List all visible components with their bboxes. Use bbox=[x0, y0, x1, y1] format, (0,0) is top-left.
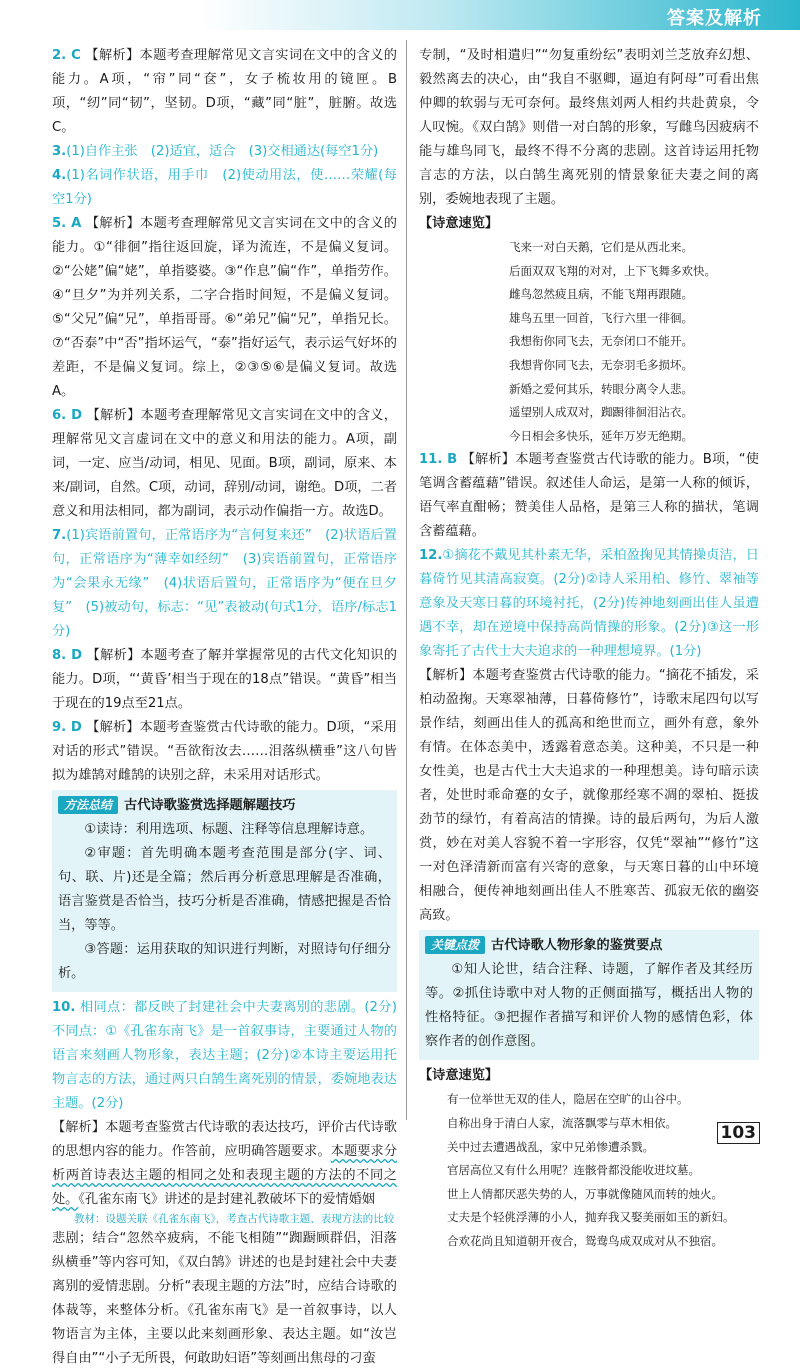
poem-line: 官居高位又有什么用呢？连骸骨都没能收进坟墓。 bbox=[447, 1163, 700, 1178]
answer-7: 7.(1)宾语前置句，正常语序为“言何复来还” (2)状语后置句，正常语序为“薄幸如经纫” (3)宾语前置句，正常语序为“会果永无缘” (4)状语后置句，正常语序为“便在旦夕复” (5)被动句，标志：“见”表被动(句式1分，语序/标志1分) bbox=[52, 528, 397, 639]
answer-10-continued: 专制，“及时相遣归”“勿复重纷纭”表明刘兰芝放弃幻想、毅然离去的决心，由“我自不驱卿，逼迫有阿母”可看出焦仲卿的软弱与无可奈何。最终焦刘两人相约共赴黄泉，令人叹惋。《双白鹄》则借一对白鹄的形象，写雌鸟因疲病不能与雄鸟同飞，最终不得不分离的悲剧。这首诗运用托物言志的方法，以白鹄生离死别的情景象征夫妻之间的离别，委婉地表现了主题。 bbox=[419, 48, 759, 207]
key-point-badge: 关键点拨 bbox=[425, 936, 485, 954]
poem-overview-label-1: 【诗意速览】 bbox=[419, 216, 499, 231]
poem-translation-1 bbox=[419, 236, 759, 448]
answer-2: 2. C 【解析】本题考查理解常见文言实词在文中的含义的能力。A项，“帘”同“奁”，女子梳妆用的镜匣。B项，“纫”同“韧”，坚韧。D项，“藏”同“脏”，脏腑。故选C。 bbox=[52, 48, 397, 135]
right-column bbox=[419, 44, 759, 1254]
answer-11: 11. B 【解析】本题考查鉴赏古代诗歌的能力。B项，“使笔调含蓄蕴藉”错误。叙述佳人命运，是第一人称的倾诉，语气率直酣畅；赞美佳人品格，是第三人称的描状，笔调含蓄蕴藉。 bbox=[419, 452, 759, 540]
method-summary-heading: 方法总结 古代诗歌鉴赏选择题解题技巧 bbox=[58, 794, 391, 818]
key-point-text: ①知人论世，结合注释、诗题，了解作者及其经历等。②抓住诗歌中对人物的正侧面描写，概括出人物的性格特征。③把握作者描写和评价人物的感情色彩，体察作者的创作意图。 bbox=[425, 962, 753, 1050]
answer-6: 6. D 【解析】本题考查理解常见文言实词在文中的含义，理解常见文言虚词在文中的意义和用法的能力。A项，副词，一定、应当/动词，相见、见面。B项，副词，原来、本来/副词，自然。C项，动词，辞别/动词，谢绝。D项，二者意义和用法相同，都为副词，表示动作偏指一方。故选D。 bbox=[52, 408, 397, 519]
method-summary-box bbox=[52, 790, 397, 992]
poem-line: 飞来一对白天鹅，它们是从西北来。 bbox=[509, 240, 693, 254]
textbook-tip: 教材：设题关联《孔雀东南飞》，考查古代诗歌主题、表现方法的比较 bbox=[74, 1213, 395, 1225]
left-column bbox=[52, 44, 411, 1371]
answer-12-analysis: 【解析】本题考查鉴赏古代诗歌的能力。“摘花不插发，采柏动盈掬。天寒翠袖薄，日暮倚修竹”，诗歌末尾四句以写景作结，刻画出佳人的孤高和绝世而立，画外有意，象外有情。在体态美中，透露着意态美。这种美，不只是一种女性美，也是古代士大夫追求的一种理想美。诗句暗示读者，处世时乖命蹇的女子，就像那经寒不凋的翠柏、挺拔劲节的绿竹，有着高洁的情操。诗的最后两句，为后人激赏，妙在对美人容貌不着一字形容，仅凭“翠袖”“修竹”这一对色泽清新而富有兴寄的意象，与天寒日暮的山中环境相融合，便传神地刻画出佳人不胜寒苦、孤寂无依的幽姿高致。 bbox=[419, 668, 759, 924]
poem-line: 世上人情都厌恶失势的人，万事就像随风而转的烛火。 bbox=[447, 1186, 723, 1201]
poem-translation-2 bbox=[419, 1088, 759, 1253]
answer-10: 10. 相同点：都反映了封建社会中夫妻离别的悲剧。(2分) 不同点：①《孔雀东南飞》是一首叙事诗，主要通过人物的语言来刻画人物形象，表达主题；(2分)②本诗主要运用托物言志的方法，通过两只白鹄生离死别的情景，委婉地表达主题。(2分) bbox=[52, 1000, 411, 1111]
poem-line: 今日相会多快乐，延年万岁无绝期。 bbox=[509, 428, 693, 443]
poem-overview-label-2: 【诗意速览】 bbox=[419, 1068, 499, 1084]
poem-line: 我想衔你同飞去，无奈闭口不能开。 bbox=[509, 334, 693, 349]
page-number: 103 bbox=[717, 1122, 761, 1144]
answer-3: 3.(1)自作主张 (2)适宜，适合 (3)交相通达(每空1分) bbox=[52, 144, 379, 159]
answer-12: 12.①摘花不戴见其朴素无华，采柏盈掬见其情操贞洁，日暮倚竹见其清高寂寞。(2分)②诗人采用柏、修竹、翠袖等意象及天寒日暮的环境衬托，(2分)传神地刻画出佳人虽遭遇不幸，却在逆境中保持高尚情操的形象。(2分)③这一形象寄托了古代士大夫追求的一种理想境界。(1分) bbox=[419, 548, 759, 660]
key-point-heading: 关键点拨 古代诗歌人物形象的鉴赏要点 bbox=[425, 934, 753, 958]
poem-line: 丈夫是个轻佻浮薄的小人，抛弃我又娶美丽如玉的新妇。 bbox=[447, 1210, 735, 1225]
column-divider bbox=[406, 40, 407, 1120]
poem-line: 遥望别人成双对，踟蹰徘徊泪沾衣。 bbox=[509, 405, 693, 420]
answer-4: 4.(1)名词作状语，用手巾 (2)使动用法，使……荣耀(每空1分) bbox=[52, 168, 397, 207]
header-bar bbox=[0, 0, 800, 30]
poem-line: 自称出身于清白人家，流落飘零与草木相依。 bbox=[447, 1115, 677, 1130]
poem-line: 新婚之爱何其乐，转眼分离令人悲。 bbox=[509, 381, 693, 396]
answer-9: 9. D 【解析】本题考查鉴赏古代诗歌的能力。D项，“采用对话的形式”错误。“吾欲衔汝去……泪落纵横垂”这八句皆拟为雄鹄对雌鹄的诀别之辞，未采用对话形式。 bbox=[52, 720, 397, 783]
poem-line: 合欢花尚且知道朝开夜合，鸳鸯鸟成双成对从不独宿。 bbox=[447, 1233, 723, 1248]
answer-5: 5. A 【解析】本题考查理解常见文言实词在文中的含义的能力。①“徘徊”指往返回旋，译为流连，不是偏义复词。②“公姥”偏“姥”，单指婆婆。③“作息”偏“作”，单指劳作。④“旦夕”为并列关系，二字合指时间短，不是偏义复词。⑤“父兄”偏“兄”，单指哥哥。⑥“弟兄”偏“兄”，单指兄长。⑦“否泰”中“否”指坏运气，“泰”指好运气，表示运气好坏的差距，不是偏义复词。综上，②③⑤⑥是偏义复词。故选A。 bbox=[52, 216, 397, 399]
poem-line: 有一位举世无双的佳人，隐居在空旷的山谷中。 bbox=[447, 1092, 689, 1107]
method-summary-badge: 方法总结 bbox=[58, 796, 118, 814]
poem-line: 雌鸟忽然疲且病，不能飞翔再跟随。 bbox=[509, 287, 693, 302]
header-title: 答案及解析 bbox=[667, 8, 762, 29]
answer-10-analysis: 【解析】本题考查鉴赏古代诗歌的表达技巧，评价古代诗歌的思想内容的能力。作答前，应明确答题要求。本题要求分析两首诗表达主题的相同之处和表现主题的方法的不同之处。《孔雀东南飞》讲述的是封建礼教破坏下的爱情婚姻 bbox=[52, 1120, 398, 1207]
method-item-1: ①读诗：利用选项、标题、注释等信息理解诗意。 bbox=[84, 822, 374, 837]
poem-line: 关中过去遭遇战乱，家中兄弟惨遭杀戮。 bbox=[447, 1139, 654, 1154]
method-item-3: ③答题：运用获取的知识进行判断，对照诗句仔细分析。 bbox=[58, 942, 391, 981]
poem-line: 后面双双飞翔的对对，上下飞舞多欢快。 bbox=[509, 263, 716, 278]
poem-line: 我想背你同飞去，无奈羽毛多损坏。 bbox=[509, 357, 693, 372]
answer-10-analysis-cont: 悲剧；结合“忽然卒疲病，不能飞相随”“踟蹰顾群侣，泪落纵横垂”等内容可知，《双白鹄》讲述的也是封建社会中夫妻离别的爱情悲剧。分析“表现主题的方法”时，应结合诗歌的体裁等，来整体分析。《孔雀东南飞》是一首叙事诗，以人物语言为主体，主要以此来刻画形象、表达主题。如“汝岂得自由”“小子无所畏，何敢助妇语”等刻画出焦母的刁蛮 bbox=[52, 1231, 397, 1366]
key-point-box bbox=[419, 930, 759, 1060]
poem-line: 雄鸟五里一回首，飞行六里一徘徊。 bbox=[509, 310, 693, 325]
answer-8: 8. D 【解析】本题考查了解并掌握常见的古代文化知识的能力。D项，“‘黄昏’相当于现在的18点”错误。“黄昏”相当于现在的19点至21点。 bbox=[52, 648, 397, 711]
method-item-2: ②审题：首先明确本题考查范围是部分(字、词、句、联、片)还是全篇；然后再分析意思理解是否准确，语言鉴赏是否恰当，技巧分析是否准确，情感把握是否恰当，等等。 bbox=[58, 846, 391, 933]
